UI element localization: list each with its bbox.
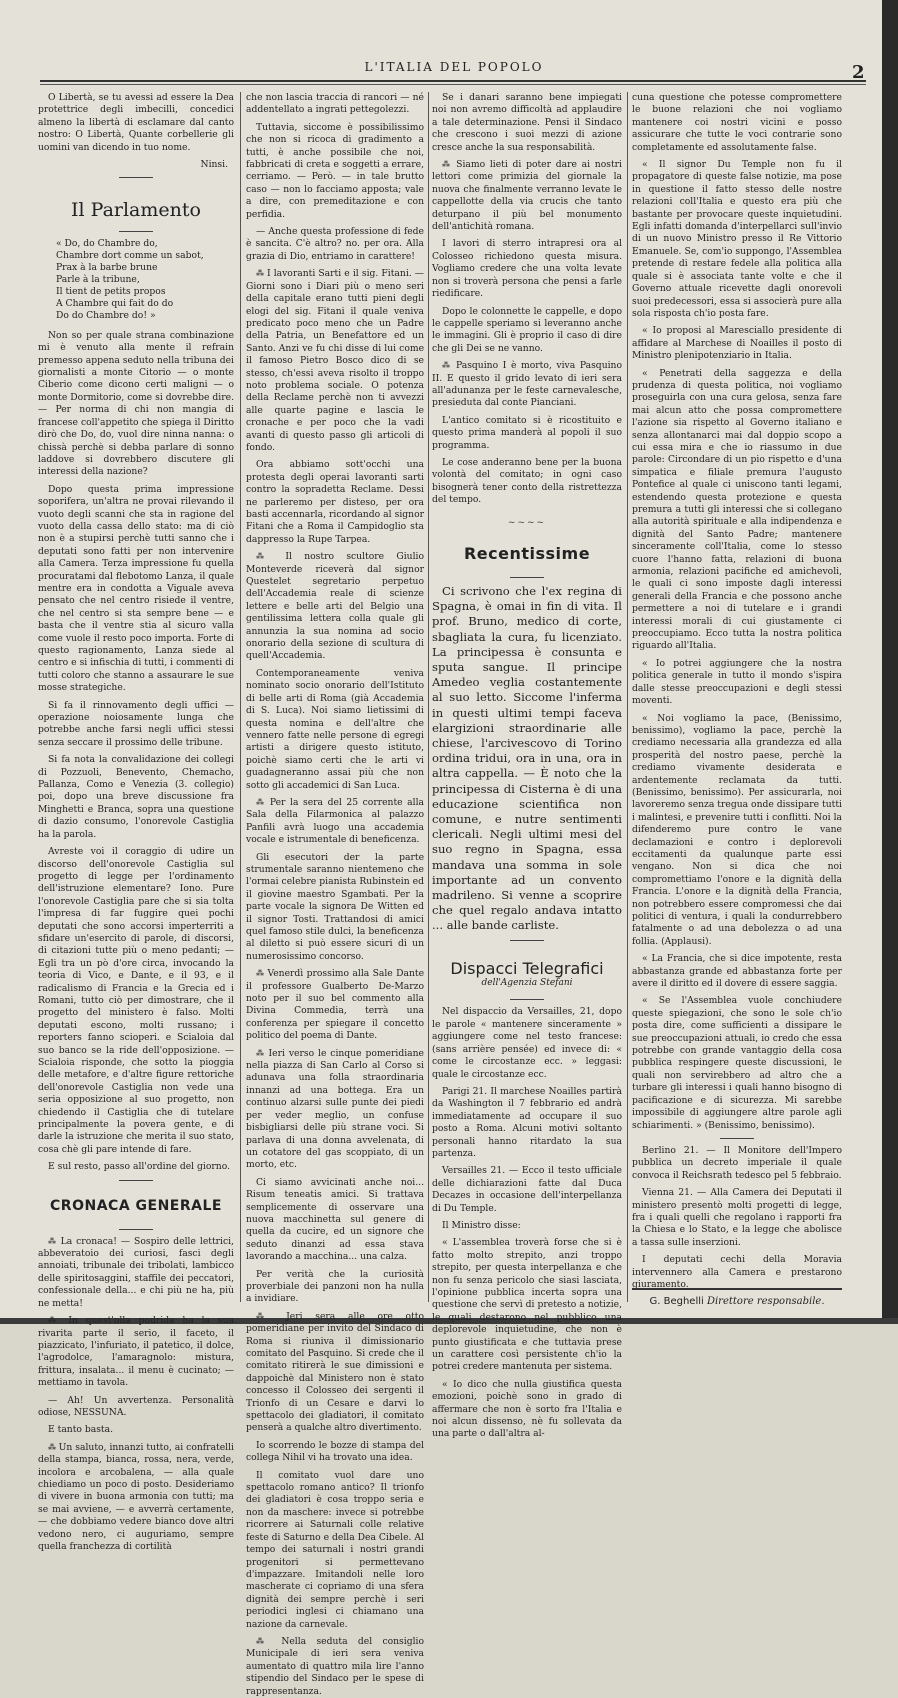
article-paragraph: Le cose anderanno bene per la buona volontà del comitato; in ogni caso bisognerà tener conto della ristrettezza del tempo.	[432, 456, 622, 506]
article-paragraph: Ci scrivono che l'ex regina di Spagna, è omai in fin di vita. Il prof. Bruno, medico di corte, sbagliata la cura, fu licenziato. La principessa è consunta e sputa sangue. Il principe Amedeo veglia costantemente al suo letto. Siccome l'inferma in questi ultimi tempi faceva elargizioni straordinarie alle chiese, l'arcivescovo di Torino ordina tridui, ora in una, ora in altra cappella. — È noto che la principessa di Cisterna è di una educazione scientifica non comune, e nutre sentimenti clericali. Negli ultimi mesi del suo regno in Spagna, essa mandava una somma in sole importante ad un convento madrileno. Si venne a scoprire che quel regalo andava intatto ... alle bande carliste.	[432, 584, 622, 933]
article-paragraph: Si fa il rinnovamento degli uffici — operazione noiosamente lunga che potrebbe anche farsi negli uffici stessi senza seccare il prossimo delle tribune.	[38, 699, 234, 748]
dispatch-paragraph: Parigi 21. Il marchese Noailles partirà da Washington il 7 febbrario ed andrà immediatamente ad occupare il suo posto a Roma. Alcuni motivi soltanto personali hanno ritardato la sua partenza.	[432, 1085, 622, 1159]
dispatch-paragraph: « La Francia, che si dice impotente, resta abbastanza grande ed abbastanza forte per avere il diritto ed il dovere di essere saggia.	[632, 953, 842, 990]
article-paragraph: Tuttavia, siccome è possibilissimo che non si ricoca di gradimento a tutti, è anche possibile che noi, fabbricati di creta e soggetti a errare, cerriamo. — Però. — in tale brutto caso — non lo facciamo apposta; vale a dire, con premeditazione e con perfidia.	[246, 121, 424, 220]
dispatch-paragraph: Vienna 21. — Alla Camera dei Deputati il ministero presentò molti progetti di legge, fra i quali quelli che regolano i rapporti fra la Chiesa e lo Stato, e la legge che abolisce a tassa sulle inserzioni.	[632, 1187, 842, 1248]
divider	[510, 940, 544, 941]
divider	[510, 577, 544, 578]
article-paragraph: Dopo le colonnette le cappelle, e dopo le cappelle speriamo si leveranno anche le immagini. Gli è proprio il caso di dire che gli Dei se ne vanno.	[432, 305, 622, 354]
dispatch-paragraph: Nel dispaccio da Versailles, 21, dopo le parole « mantenere sinceramente » aggiungere come nel testo francese: (sans arrière pensée) ed invece di: « come le circostanze ecc. » leggasi: quale le circostanze ecc.	[432, 1006, 622, 1080]
dispatch-paragraph: Il Ministro disse:	[442, 1219, 521, 1231]
article-paragraph: che non lascia traccia di rancori — né addentellato a ingrati pettegolezzi.	[246, 92, 424, 116]
dispatch-paragraph: « Penetrati della saggezza e della prudenza di questa politica, noi vogliamo proseguirla con una cura gelosa, senza fare mai alcun atto che possa compromettere l'azione sia rispetto al Governo italiano e senza allontanarci mai dal doppio scopo a cui essa mira e che io riassumo in due parole: Circondare di un pio rispetto e d'una simpatica e filiale premura l'augusto Pontefice al quale ci uniscono tanti legami, estendendo questa protezione e questa premura a tutti gli interessi che si collegano alla autorità spirituale e alla indipendenza e dignità del Santo Padre; mantenere sinceramente coll'Italia, come lo stesso cuore l'hanno fatta, relazioni di buona armonia, relazioni pacifiche ed amichevoli, le quali ci sono imposte dagli interessi generali della Francia e che possono anche permettere a noi di tutelare e i grandi interessi morali di cui giustamente ci preoccupiamo. Ecco tutta la nostra politica riguardo all'Italia.	[632, 367, 842, 652]
recentissime-heading: Recentissime	[463, 544, 591, 563]
article-paragraph: Dopo questa prima impressione soporifera, un'altra ne provai rilevando il vuoto degli scanni che sta in ragione del vuoto della cassa dello stato: ma di ciò non è a stupirsi perchè tutti sanno che i deputati sono fatti per non intervenire alla Camera. Terza impressione fu quella procuratami dal flebotomo Lanza, il quale mentre era in condotta a Viguale aveva pensato che nel centro risiede il ventre, che nel centro si sta sempre bene — e basta che il ventre stia al sicuro valla come vuole il resto poco importa. Forte di questo ragionamento, Lanza siede al centro e si infischia di tutti, i commenti di tutti coloro che stanno a assaurare le sue mosse strategiche.	[38, 483, 234, 694]
divider	[119, 1180, 153, 1181]
intro-paragraph: O Libertà, se tu avessi ad essere la Dea protettrice degli imbecilli, concedici almeno la libertà di esclamare dal canto nostro: O Libertà, Quante corbellerie gli uomini van dicendo in tuo nome.	[38, 92, 234, 153]
column-2	[246, 92, 425, 1697]
article-paragraph: Ora abbiamo sott'occhi una protesta degli operai lavoranti sarti contro la sopradetta Reclame. Dessi ne parleremo per disteso, per ora basti accennarla, ricordando al signor Fitani che a Roma il Campidoglio sta dappresso la Rupe Tarpea.	[246, 459, 424, 545]
article-paragraph: — Anche questa professione di fede è sancita. C'è altro? no. per ora. Alla grazia di Dio, entriamo in carattere!	[246, 226, 424, 262]
dispacci-subheading: dell'Agenzia Stefani	[481, 978, 573, 989]
verse-line: « Do, do Chambre do,	[56, 237, 158, 249]
dispatch-paragraph: « Io potrei aggiungere che la nostra politica generale in tutto il mondo s'ispira dalle stesse preoccupazioni e degli stessi moventi.	[632, 657, 842, 707]
article-paragraph: ⁂ Jeri sera alle ore otto pomeridiane per invito del Sindaco di Roma si riuniva il dimissionario comitato del Pasquino. Si crede che il comitato ritirerà le sue dimissioni e dappoichè dal Ministero non è stato concesso il Colosseo dei sergenti il Trionfo di un Cesare e darvi lo spettacolo dei gladiatori, il comitato penserà a qualche altro divertimento.	[246, 1310, 424, 1434]
column-4	[632, 92, 842, 1290]
dispatch-paragraph: cuna questione che potesse compromettere le buone relazioni che noi vogliamo mantenere coi nostri vicini e posso assicurare che tutte le voci contrarie sono completamente ed assolutamente false.	[632, 92, 842, 153]
article-paragraph: E sul resto, passo all'ordine del giorno.	[48, 1161, 230, 1173]
article-paragraph: ⁂ Ieri verso le cinque pomeridiane nella piazza di San Carlo al Corso si adunava una folla straordinaria innanzi ad una bottega. Era un continuo alzarsi sulle punte dei piedi per veder meglio, un confuse bisbigliarsi delle più strane voci. Si parlava di una donna avvelenata, di un cotatore del gas scoppiato, di un morto, etc.	[246, 1047, 424, 1171]
article-paragraph: I lavori di sterro intrapresi ora al Colosseo richiedono questa misura. Vogliamo credere che una volta levate non si troverà persona che pensi a farle riedificare.	[432, 238, 622, 300]
editor-name: G. Beghelli	[649, 1296, 704, 1307]
running-title: L'ITALIA DEL POPOLO	[364, 60, 544, 74]
column-separator	[240, 92, 241, 1302]
article-paragraph: ⁂ Venerdì prossimo alla Sale Dante il professore Gualberto De-Marzo noto per il suo bel commento alla Divina Commedia, terrà una conferenza per spiegare il concetto politico del poema di Dante.	[246, 968, 425, 1042]
verse-line: Il tient de petits propos	[56, 285, 166, 297]
cronaca-paragraph: ⁂ In quest'olla podrida ha la sua rivarita parte il serio, il faceto, il piazzicato, l'infuriato, il patetico, il dolce, l'agrodolce, l'amaragnolo: mistura, frittura, insalata... il menu è cucinato; — mettiamo in tavola.	[38, 1315, 234, 1389]
verse-line: A Chambre qui fait do do	[56, 297, 174, 309]
column-3	[432, 92, 622, 1440]
dispatch-paragraph: Berlino 21. — Il Monitore dell'Impero pubblica un decreto imperiale il quale convoca il Reichsrath tedesco pel 5 febbraio.	[632, 1144, 842, 1181]
divider	[119, 231, 153, 232]
article-paragraph: ⁂ Siamo lieti di poter dare ai nostri lettori come primizia del giornale la nuova che finalmente verranno levate le cappellotte della via crucis che tanto deturpano il più bel monumento dell'antichità romana.	[432, 159, 622, 233]
divider	[720, 1138, 754, 1139]
article-paragraph: ⁂ Pasquino I è morto, viva Pasquino II. E questo il grido levato di ieri sera all'adunanza per le feste carnevalesche, presieduta dal conte Pianciani.	[432, 360, 622, 409]
editor-role: Direttore responsabile.	[706, 1296, 825, 1307]
header-rule	[40, 80, 866, 82]
dispatch-paragraph: « Noi vogliamo la pace, (Benissimo, benissimo), vogliamo la pace, perchè la crediamo necessaria alla grandezza ed alla prosperità del nostro paese, perchè la crediamo vivamente desiderata e ardentemente reclamata da tutti. (Benissimo, benissimo). Per assicurarla, noi lavoreremo senza tregua onde dissipare tutti i malintesi, e prevenire tutti i conflitti. Noi la difenderemo pure contro le vane declamazioni e contro i deplorevoli eccitamenti da qualunque parte essi vengano. Non si dica che noi compromettiamo l'onore e la dignità della Francia. L'onore e la dignità della Francia, non potrebbero essere compromessi che dai politici di ventura, i quali la condurrebbero fatalmente o ad una debolezza o ad una follia. (Applausi).	[632, 712, 842, 947]
article-paragraph: Il comitato vuol dare uno spettacolo romano antico? Il trionfo dei gladiatori è cosa troppo seria e non da maschere: invece si potrebbe ricorrere ai Saturnali colle relative feste di Saturno e della Dea Cibele. Al tempo dei saturnali i nostri grandi progenitori si permettevano d'impazzare. Imitandoli nelle loro mascherate ci copriamo di una sfera dignità dei sempre perchè i seri periodici inglesi ci chiamano una nazione da carnevale.	[246, 1469, 424, 1630]
parlamento-heading: Il Parlamento	[71, 199, 201, 222]
verse-line: Prax à la barbe brune	[56, 261, 158, 273]
article-paragraph: Gli esecutori der la parte strumentale saranno nientemeno che l'ormai celebre pianista Rubinstein ed il giovine maestro Sgambati. Per la parte vocale la signora De Witten ed il signor Tosti. Trattandosi di amici quel famoso stile dulci, la beneficenza al diletto si può essere sicuri di un numerosissimo concorso.	[246, 851, 424, 962]
cronaca-paragraph: — Ah! Un avvertenza. Personalità odiose, NESSUNA.	[38, 1394, 234, 1418]
article-paragraph: L'antico comitato si è ricostituito e questo prima manderà al popoli il suo programma.	[432, 414, 622, 451]
article-paragraph: Contemporaneamente veniva nominato socio onorario dell'Istituto di belle arti di Roma (già Accademia di S. Luca). Noi siamo lietissimi di questa nomina e dell'altre che vennero fatte nelle persone di egregi artisti a dirigere questo istituto, poichè siamo certi che le arti vi guadagneranno assai più che non sotto gli accademici di San Luca.	[246, 667, 424, 791]
cronaca-paragraph: E tanto basta.	[48, 1424, 114, 1436]
article-paragraph: Avreste voi il coraggio di udire un discorso dell'onorevole Castiglia sul progetto di legge per l'ordinamento dell'istruzione elementare? Iono. Pure l'onorevole Castiglia pare che si sia tolta l'impresa di far fuggire quei pochi deputati che sono accorsi imperterriti a sfidare un'esercito di parole, di discorsi, di citazioni tutte più o meno pedanti; — Egli tra un pò d'ore circa, invocando la teoria di Vico, e Dante, e il 93, e il radicalismo di Francia e la Grecia ed i Romani, tutto ciò per dimostrare, che il progetto del ministero è falso. Molti deputati escono, molti russano; i reporters fanno scioperi. e Scialoia dal suo banco se la ride dell'opposizione. — Scialoia risponde, che sotto la pioggia delle metafore, e d'altre figure rettoriche dell'onorevole Castiglia non vede una seria opposizione al suo progetto, non chiedendo il Castiglia che di tutelare principalmente la povera gente, e di darle la istruzione che merita il suo stato, cosa chè gli pare intende di fare.	[38, 846, 234, 1155]
dispatch-paragraph: « Io dico che nulla giustifica questa emozioni, poichè sono in grado di affermare che non è sorto fra l'Italia e noi alcun dissenso, nè fu sollevata da una parte o dall'altra al-	[432, 1378, 622, 1440]
article-paragraph: ⁂ Il nostro scultore Giulio Monteverde riceverà dal signor Questelet segretario perpetuo dell'Accademia reale di scienze lettere e belle arti del Belgio una gentilissima lettera colla quale gli annunzia la sua nomina ad socio onorario della sezione di scultura di quell'Accademia.	[246, 551, 425, 662]
recentissime-body	[432, 584, 622, 934]
verse-block	[56, 238, 234, 322]
page-number: 2	[852, 62, 865, 83]
verse-line: Do do Chambre do! »	[56, 309, 156, 321]
article-paragraph: ⁂ Per la sera del 25 corrente alla Sala della Filarmonica al palazzo Panfili avrà luogo una accademia vocale e istrumentale di beneficenza.	[246, 796, 425, 846]
cronaca-paragraph: ⁂ Un saluto, innanzi tutto, ai confratelli della stampa, bianca, rossa, nera, verde, incolora e arcobalena, — alla quale chiediamo un poco di posto. Desideriamo di vivere in buona armonia con tutti; ma se mai avviene, — e avverrà certamente, — che dobbiamo vedere bianco dove altri vedono nero, ci auguriamo, sempre quella franchezza di cortilità	[38, 1441, 234, 1552]
dispatch-paragraph: « Se l'Assemblea vuole conchiudere queste spiegazioni, che sono le sole ch'io posta dire, come sufficienti a dissipare le sue preoccupazioni attuali, io credo che essa potrebbe con grande vantaggio della cosa pubblica respingere queste discussioni, le quali non servirebbero ad altro che a turbare gli interessi i quali hanno bisogno di pacificazione e di sicurezza. Mi sarebbe impossibile di aggiungere altre parole agli schiarimenti. » (Benissimo, benissimo).	[632, 995, 842, 1131]
dispacci-heading: Dispacci Telegrafici	[450, 958, 604, 978]
intro-signature: Ninsi.	[200, 159, 228, 171]
divider	[510, 999, 544, 1000]
ornamental-divider: ~~~~	[507, 517, 547, 528]
article-paragraph: Io scorrendo le bozze di stampa del collega Nihil vi ha trovato una idea.	[246, 1439, 424, 1464]
verse-line: Parle à la tribune,	[56, 273, 140, 285]
column-separator	[428, 92, 429, 1302]
verse-line: Chambre dort comme un sabot,	[56, 249, 204, 261]
column-1	[38, 92, 234, 1552]
article-paragraph: Ci siamo avvicinati anche noi... Risum teneatis amici. Si trattava semplicemente di osservare una nuova macchinetta sul genere di quella da cucire, ed un signore che seduto dinanzi ad essa stava lavorando a macchina... una calza.	[246, 1176, 424, 1263]
column-separator	[627, 92, 628, 1302]
dispatch-paragraph: Versailles 21. — Ecco il testo ufficiale delle dichiarazioni fatte dal Duca Decazes in occasione dell'interpellanza di Du Temple.	[432, 1165, 622, 1214]
article-paragraph: Non so per quale strana combinazione mi è venuto alla mente il refrain premesso appena seduto nella tribuna dei giornalisti a monte Citorio — o monte Ciberio come dicono certi maligni — o monte Dormitorio, come si dovrebbe dire. — Per norma di chi non mangia di francese coll'appetito che spiega il Diritto dirò che Do, do, vuol dire ninna nanna: o chissà perchè si debba parlare di sonno laddove si dovrebbero discutere gli interessi della nazione?	[38, 329, 234, 478]
editor-signature	[632, 1288, 842, 1307]
cronaca-paragraph: ⁂ La cronaca! — Sospiro delle lettrici, abbeveratoio dei curiosi, fasci degli annoiati, tribunale dei tribolati, lambicco delle spiritosaggini, staffile dei peccatori, confessionale della... e chi più ne ha, più ne metta!	[38, 1235, 234, 1309]
article-paragraph: Si fa nota la convalidazione dei collegi di Pozzuoli, Benevento, Chemacho, Pallanza, Como e Venezia (3. collegio) poi, dopo una breve discussione fra Minghetti e Branca, sopra una questione di dazio consumo, l'onorevole Castiglia ha la parola.	[38, 754, 234, 840]
dispatch-paragraph: « L'assemblea troverà forse che si è fatto molto strepito, anzi troppo strepito, per questa interpellanza e che non fu senza pericolo che siasi lasciata, l'opinione pubblica incerta sopra una questione che servì di pretesto a notizie, le quali destarono nel pubblico una deplorevole inquietudine, che non è punto giustificata e che tuttavia prese un carattere così persistente ch'io la potrei credere mantenuta per sistema.	[432, 1237, 622, 1373]
dispatch-paragraph: I deputati cechi della Moravia intervennero alla Camera e prestarono giuramento.	[632, 1254, 842, 1290]
article-paragraph: ⁂ I lavoranti Sarti e il sig. Fitani. — Giorni sono i Diari più o meno seri della capitale erano tutti pieni degli elogi del sig. Fitani il quale veniva predicato poco meno che un Padre della Patria, un Benefattore ed un Santo. Anzi ve fu chi disse di lui come il famoso Pietro Bosco dico di se stesso, ch'essi aveva risolto il troppo noto problema sociale. O potenza della Reclame perchè non ti avvezzi alle quarte pagine e lascia le cronache e per poco che la vadi avanti di questo passo gli articoli di fondo.	[246, 268, 424, 453]
header-rule-thin	[40, 84, 866, 85]
scan-edge	[882, 0, 898, 1324]
dispatch-paragraph: « Io proposi al Maresciallo presidente di affidare al Marchese di Noailles il posto di Ministro plenipotenziario in Italia.	[632, 325, 842, 362]
article-paragraph: Se i danari saranno bene impiegati noi non avremo difficoltà ad applaudire a tale determinazione. Pensi il Sindaco che crescono i suoi mezzi di azione cresce anche la sua responsabilità.	[432, 92, 622, 153]
article-paragraph: Per verità che la curiosità proverbiale dei panzoni non ha nulla a invidiare.	[246, 1268, 424, 1305]
cronaca-heading: CRONACA GENERALE	[50, 1197, 222, 1214]
divider	[119, 177, 153, 178]
article-paragraph: ⁂ Nella seduta del consiglio Municipale di ieri sera veniva aumentato di quattro mila lire l'anno stipendio del Sindaco per le spese di rappresentanza.	[246, 1635, 424, 1697]
dispatch-paragraph: « Il signor Du Temple non fu il propagatore di queste false notizie, ma pose in questione il fatto stesso delle nostre relazioni coll'Italia e questo era più che bastante per provocare queste inquietudini. Egli infatti domanda d'interpellarci sull'invio di un nuovo Ministro presso il Re Vittorio Emanuele. Se, com'io suppongo, l'Assemblea pretende di restare fedele alla politica alla quale si è associata tante volte e che il Governo attuale ricevette dagli onorevoli suoi predecessori, essa si associerà pure alla sola risposta ch'io posta fare.	[632, 159, 842, 319]
divider	[119, 1229, 153, 1230]
